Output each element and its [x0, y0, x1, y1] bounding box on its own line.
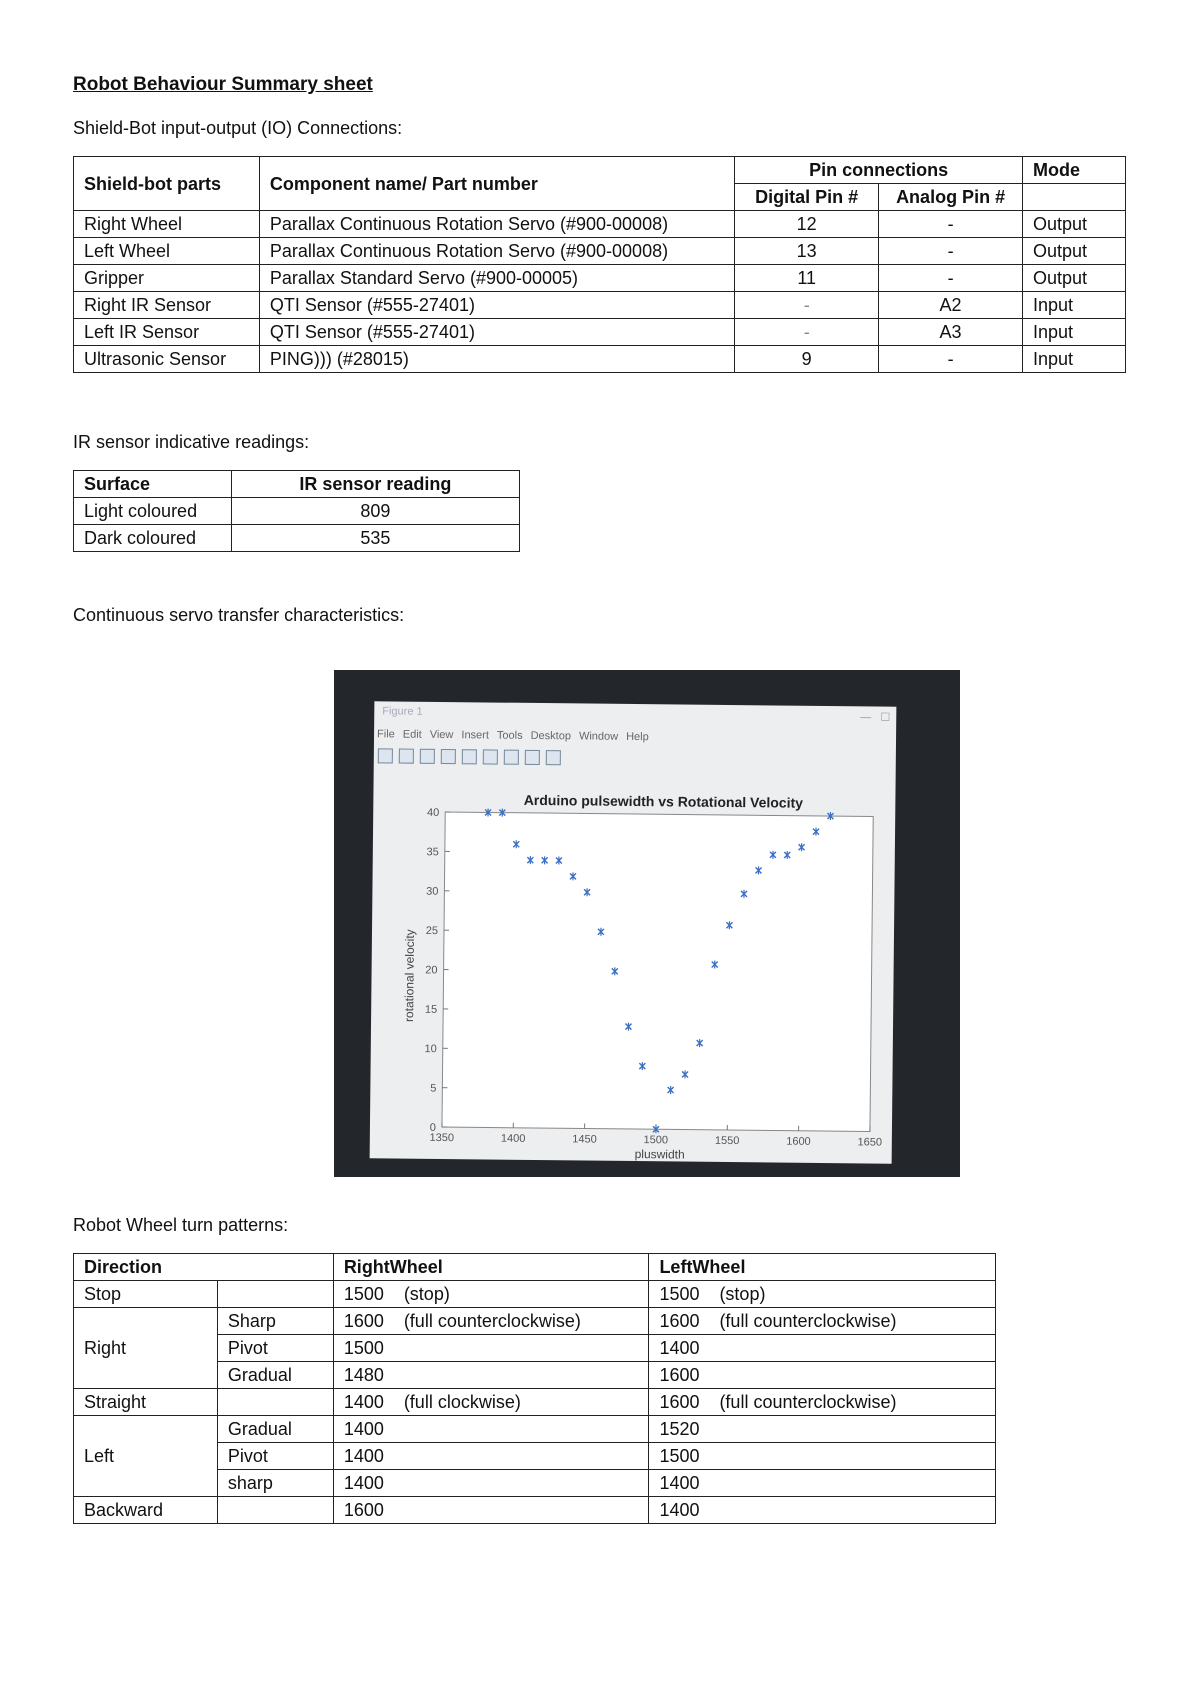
cell-right-wheel: 1600 — [333, 1497, 649, 1524]
y-tick-label: 15 — [424, 1003, 438, 1016]
cell-subtype: Sharp — [217, 1308, 333, 1335]
plot-area — [442, 812, 873, 1131]
cell-mode: Input — [1023, 292, 1126, 319]
cell-component: QTI Sensor (#555-27401) — [259, 292, 734, 319]
io-header-component: Component name/ Part number — [259, 157, 734, 211]
cell-subtype: Pivot — [217, 1443, 333, 1470]
table-row — [74, 525, 520, 552]
turns-header-direction: Direction — [74, 1254, 334, 1281]
cell-left-wheel: 1600 (full counterclockwise) — [649, 1308, 996, 1335]
y-tick-label: 40 — [426, 806, 440, 819]
io-table — [73, 156, 1126, 373]
cell-left-wheel: 1520 — [649, 1416, 996, 1443]
x-tick-label: 1500 — [643, 1134, 669, 1147]
cell-analog: - — [879, 265, 1023, 292]
cell-reading: 535 — [231, 525, 519, 552]
servo-caption: Continuous servo transfer characteristics: — [73, 605, 405, 625]
table-row — [74, 292, 1126, 319]
cell-left-wheel: 1600 (full counterclockwise) — [649, 1389, 996, 1416]
turns-header-right: RightWheel — [333, 1254, 649, 1281]
cell-right-wheel: 1480 — [333, 1362, 649, 1389]
x-tick-label: 1550 — [714, 1134, 740, 1148]
cell-component: QTI Sensor (#555-27401) — [259, 319, 734, 346]
y-tick-label: 20 — [425, 964, 438, 977]
menu-item-edit[interactable]: Edit — [402, 728, 422, 741]
cell-part: Right Wheel — [74, 211, 260, 238]
cell-part: Gripper — [74, 265, 260, 292]
cell-left-wheel: 1400 — [649, 1470, 996, 1497]
cell-direction: Backward — [74, 1497, 218, 1524]
cell-surface: Dark coloured — [74, 525, 232, 552]
cell-mode: Output — [1023, 238, 1126, 265]
cell-right-wheel: 1500 — [333, 1335, 649, 1362]
menu-item-file[interactable]: File — [376, 728, 395, 741]
menu-item-desktop[interactable]: Desktop — [530, 729, 572, 743]
turns-header-left: LeftWheel — [649, 1254, 996, 1281]
table-row — [74, 319, 1126, 346]
io-header-mode: Mode — [1023, 157, 1126, 184]
cell-digital: 13 — [735, 238, 879, 265]
cell-left-wheel: 1500 — [649, 1443, 996, 1470]
cell-left-wheel: 1500 (stop) — [649, 1281, 996, 1308]
cell-analog: - — [879, 346, 1023, 373]
cell-direction: Stop — [74, 1281, 218, 1308]
cell-subtype: Gradual — [217, 1362, 333, 1389]
cell-component: Parallax Continuous Rotation Servo (#900-00008) — [259, 211, 734, 238]
cell-digital: - — [735, 292, 879, 319]
cell-subtype: Pivot — [217, 1335, 333, 1362]
y-axis-label: rotational velocity — [402, 929, 418, 1023]
cell-part: Right IR Sensor — [74, 292, 260, 319]
cell-right-wheel: 1400 — [333, 1443, 649, 1470]
y-tick-label: 25 — [425, 924, 439, 938]
cell-reading: 809 — [231, 498, 519, 525]
turns-table — [73, 1253, 996, 1524]
x-tick-label: 1650 — [857, 1136, 883, 1149]
menu-item-view[interactable]: View — [429, 728, 454, 742]
table-row — [74, 1308, 996, 1335]
cell-direction: Right — [74, 1308, 218, 1389]
x-axis-label: pluswidth — [634, 1147, 685, 1162]
cell-analog: A3 — [879, 319, 1023, 346]
menu-item-insert[interactable]: Insert — [461, 729, 489, 742]
cell-right-wheel: 1400 — [333, 1470, 649, 1497]
table-row — [74, 498, 520, 525]
cell-mode: Input — [1023, 319, 1126, 346]
ir-table — [73, 470, 520, 552]
cell-mode: Input — [1023, 346, 1126, 373]
y-tick-label: 0 — [429, 1121, 437, 1134]
table-row — [74, 265, 1126, 292]
menu-item-tools[interactable]: Tools — [496, 729, 523, 742]
turns-caption: Robot Wheel turn patterns: — [73, 1215, 289, 1235]
ir-caption: IR sensor indicative readings: — [73, 432, 310, 452]
io-header-analog: Analog Pin # — [879, 184, 1023, 211]
table-row — [74, 211, 1126, 238]
cell-component: PING))) (#28015) — [259, 346, 734, 373]
figure-window-title: Figure 1 — [382, 705, 423, 718]
cell-analog: A2 — [879, 292, 1023, 319]
cell-subtype — [217, 1389, 333, 1416]
table-row — [74, 1416, 996, 1443]
cell-analog: - — [879, 211, 1023, 238]
chart-title: Arduino pulsewidth vs Rotational Velocity — [523, 791, 804, 811]
cell-subtype — [217, 1497, 333, 1524]
table-row — [74, 1497, 996, 1524]
table-row — [74, 1281, 996, 1308]
cell-digital: - — [735, 319, 879, 346]
cell-part: Left IR Sensor — [74, 319, 260, 346]
cell-direction: Straight — [74, 1389, 218, 1416]
io-header-pins: Pin connections — [735, 157, 1023, 184]
x-tick-label: 1600 — [786, 1135, 811, 1148]
cell-analog: - — [879, 238, 1023, 265]
servo-plot-photo — [334, 670, 960, 1177]
y-tick-label: 30 — [426, 885, 439, 898]
window-controls: — ☐ — [860, 711, 891, 724]
io-header-parts: Shield-bot parts — [74, 157, 260, 211]
cell-right-wheel: 1600 (full counterclockwise) — [333, 1308, 649, 1335]
cell-component: Parallax Continuous Rotation Servo (#900-00008) — [259, 238, 734, 265]
cell-left-wheel: 1400 — [649, 1497, 996, 1524]
cell-part: Ultrasonic Sensor — [74, 346, 260, 373]
cell-left-wheel: 1600 — [649, 1362, 996, 1389]
cell-digital: 11 — [735, 265, 879, 292]
table-row — [74, 1389, 996, 1416]
menu-item-window[interactable]: Window — [578, 730, 619, 743]
cell-right-wheel: 1500 (stop) — [333, 1281, 649, 1308]
cell-subtype — [217, 1281, 333, 1308]
page-title: Robot Behaviour Summary sheet — [73, 74, 373, 95]
plot-axes — [424, 807, 886, 1149]
cell-left-wheel: 1400 — [649, 1335, 996, 1362]
scatter-plot — [370, 701, 897, 1163]
y-tick-label: 5 — [430, 1082, 437, 1095]
x-tick-label: 1400 — [500, 1132, 526, 1145]
io-header-mode-blank — [1023, 184, 1126, 211]
io-header-digital: Digital Pin # — [735, 184, 879, 211]
cell-mode: Output — [1023, 211, 1126, 238]
x-tick-label: 1350 — [429, 1131, 455, 1145]
io-caption: Shield-Bot input-output (IO) Connections: — [73, 118, 403, 138]
table-row — [74, 346, 1126, 373]
cell-part: Left Wheel — [74, 238, 260, 265]
x-tick-label: 1450 — [572, 1133, 597, 1146]
figure-window — [370, 701, 897, 1163]
table-row — [74, 238, 1126, 265]
cell-right-wheel: 1400 (full clockwise) — [333, 1389, 649, 1416]
ir-header-reading: IR sensor reading — [231, 471, 519, 498]
cell-digital: 9 — [735, 346, 879, 373]
cell-right-wheel: 1400 — [333, 1416, 649, 1443]
y-tick-label: 35 — [426, 846, 439, 859]
cell-direction: Left — [74, 1416, 218, 1497]
cell-digital: 12 — [735, 211, 879, 238]
cell-subtype: sharp — [217, 1470, 333, 1497]
cell-component: Parallax Standard Servo (#900-00005) — [259, 265, 734, 292]
cell-surface: Light coloured — [74, 498, 232, 525]
y-tick-label: 10 — [424, 1043, 437, 1056]
ir-header-surface: Surface — [74, 471, 232, 498]
menu-item-help[interactable]: Help — [626, 730, 649, 744]
cell-mode: Output — [1023, 265, 1126, 292]
cell-subtype: Gradual — [217, 1416, 333, 1443]
